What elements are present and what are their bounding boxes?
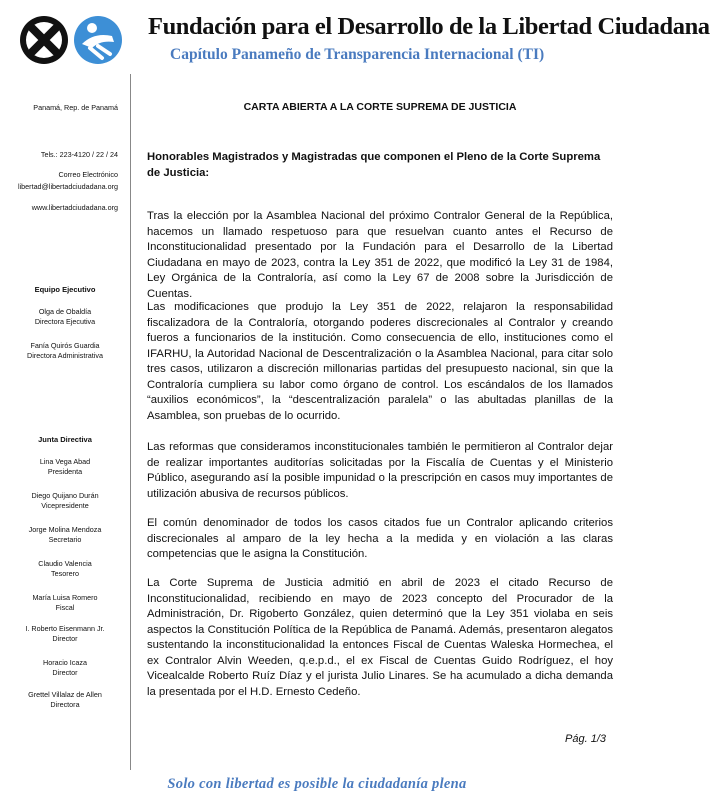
board-member-role: Tesorero	[51, 569, 79, 578]
sidebar-location: Panamá, Rep. de Panamá	[33, 103, 118, 112]
exec-member-name: Olga de Obaldía	[38, 307, 92, 316]
exec-member-role: Directora Administrativa	[27, 351, 103, 360]
logo-group	[18, 14, 118, 70]
board-heading: Junta Directiva	[38, 435, 92, 444]
board-member-name: Lina Vega Abad	[39, 457, 91, 466]
board-member-name: Horacio Icaza	[43, 658, 87, 667]
letter-salutation: Honorables Magistrados y Magistradas que componen el Pleno de la Corte Suprema de Justicia:	[147, 151, 601, 179]
board-member-role: Vicepresidente	[41, 501, 89, 510]
x-circle-logo-icon	[18, 14, 70, 66]
sidebar-phone: Tels.: 223-4120 / 22 / 24	[40, 150, 118, 159]
sidebar-website[interactable]: www.libertadciudadana.org	[31, 203, 118, 212]
board-member-role: Directora	[50, 700, 80, 709]
letter-paragraph: La Corte Suprema de Justicia admitió en abril de 2023 el citado Recurso de Inconstitucionalidad, recibiendo en mayo de 2023 concepto del Procurador de la Administración, Dr. Rigoberto González, quien determinó que la Ley 351 violaba en seis aspectos la Constitución Política de la República de Panamá. Además, presentaron alegatos sustentando la inconstitucionalidad la entonces Fiscal de Cuentas Waleska Hormechea, el ex Contralor Alvin Weeden, q.e.p.d., el ex Fiscal de Cuentas Guido Rodríguez, el hoy Vicealcalde Roberto Ruíz Díaz y el jurista Julio Linares. Se ha acumulado a dicha demanda la presentada por el H.D. Ernesto Cedeño.	[147, 577, 613, 698]
letter-title: CARTA ABIERTA A LA CORTE SUPREMA DE JUSTICIA	[243, 101, 517, 113]
board-member-name: Jorge Molina Mendoza	[28, 525, 102, 534]
exec-team-heading: Equipo Ejecutivo	[34, 285, 96, 294]
board-member-name: Grettel Villalaz de Allen	[28, 690, 102, 699]
sidebar-divider	[130, 74, 131, 770]
board-member-name: Diego Quijano Durán	[31, 491, 99, 500]
board-member-role: Presidenta	[47, 467, 83, 476]
sidebar-email-label: Correo Electrónico	[58, 170, 118, 179]
board-member-name: Claudio Valencia	[38, 559, 92, 568]
organization-subtitle: Capítulo Panameño de Transparencia Internacional (TI)	[170, 46, 545, 63]
sidebar-email[interactable]: libertad@libertadciudadana.org	[17, 182, 118, 191]
board-member-role: Director	[52, 668, 78, 677]
letter-paragraph: Las reformas que consideramos inconstitucionales también le permitieron al Contralor dejar de realizar importantes auditorías solicitadas por la Fiscalía de Cuentas y el Ministerio Público, asegurando así la posible impunidad o la prescripción en casos muy importantes de utilización abusiva de recursos públicos.	[147, 441, 613, 500]
board-member-role: Director	[52, 634, 78, 643]
organization-title: Fundación para el Desarrollo de la Libertad Ciudadana	[148, 13, 710, 40]
exec-member-role: Directora Ejecutiva	[34, 317, 96, 326]
board-member-name: I. Roberto Eisenmann Jr.	[25, 624, 105, 633]
letter-paragraph: Tras la elección por la Asamblea Nacional del próximo Contralor General de la República, hacemos un llamado respetuoso para que resuelvan cuanto antes el Recurso de Inconstitucionalidad presentado por la Fundación para el Desarrollo de la Libertad Ciudadana en mayo de 2023, contra la Ley 351 de 2022, que modificó la Ley 31 de 1984, Ley Orgánica de la Contraloría, así como la Ley 67 de 2008 sobre la Jurisdicción de Cuentas.	[147, 210, 613, 300]
letter-paragraph: El común denominador de todos los casos citados fue un Contralor aplicando criterios discrecionales al amparo de la ley hecha a la medida y en violación a las claras competencias que le asigna la Constitución.	[147, 517, 613, 560]
footer-motto: Solo con libertad es posible la ciudadanía plena	[167, 776, 467, 792]
exec-member-name: Fanía Quirós Guardia	[30, 341, 100, 350]
letter-paragraph: Las modificaciones que produjo la Ley 351 de 2022, relajaron la responsabilidad fiscalizadora de la Contraloría, otorgando poderes discrecionales al Contralor y creando fueros a funcionarios de la institución. Como consecuencia de ello, instituciones como el IFARHU, la Autoridad Nacional de Descentralización o la Asamblea Nacional, para citar solo tres casos, utilizaron a discreción millonarias partidas del presupuesto nacional, sin que la Contraloría cumpliera su labor como órgano de control. Los escándalos de los llamados “auxilios económicos”, la “descentralización paralela” o las abultadas planillas de la Asamblea, son pruebas de lo ocurrido.	[147, 301, 613, 422]
board-member-role: Secretario	[48, 535, 82, 544]
page-number: Pág. 1/3	[565, 733, 606, 745]
board-member-role: Fiscal	[55, 603, 75, 612]
board-member-name: María Luisa Romero	[32, 593, 98, 602]
ti-figure-logo-icon	[72, 14, 124, 66]
